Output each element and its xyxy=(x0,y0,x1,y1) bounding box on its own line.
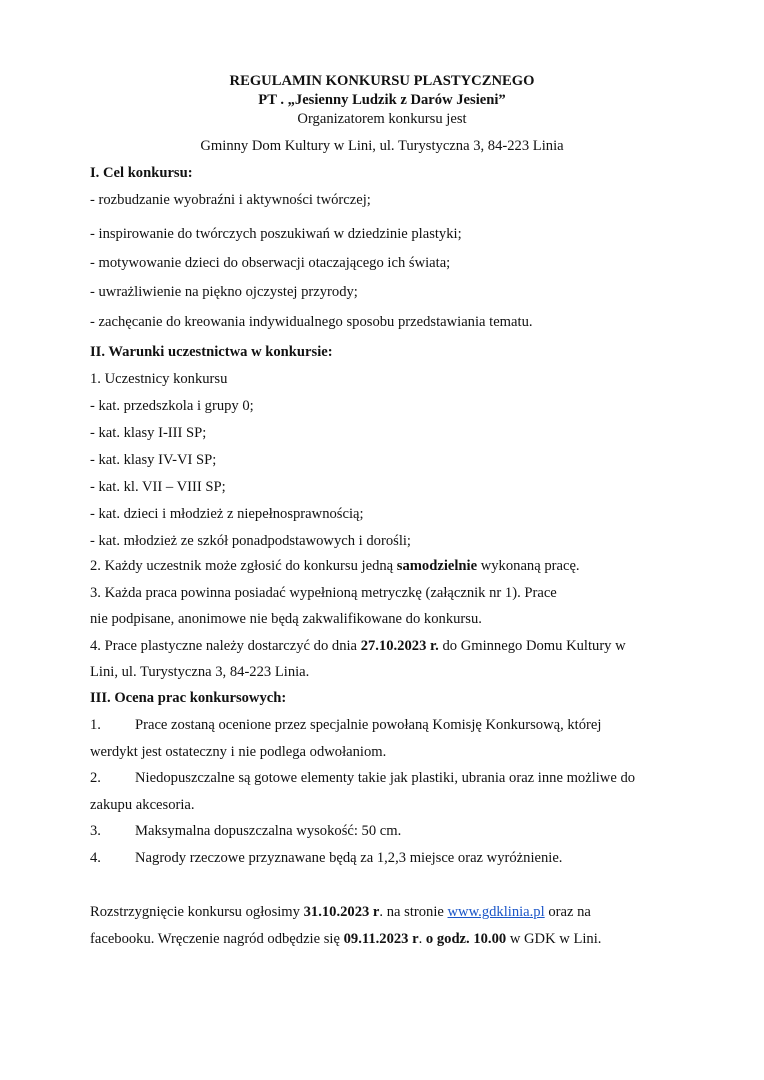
goal-item: - rozbudzanie wyobraźni i aktywności twórczej; xyxy=(90,192,371,208)
participants-intro: 1. Uczestnicy konkursu xyxy=(90,371,228,387)
evaluation-number: 2. xyxy=(90,770,101,786)
website-link[interactable]: www.gdklinia.pl xyxy=(447,904,545,920)
category-item: - kat. klasy IV-VI SP; xyxy=(90,452,217,468)
category-item: - kat. dzieci i młodzież z niepełnosprawnością; xyxy=(90,506,364,522)
document-subtitle: PT . „Jesienny Ludzik z Darów Jesieni” xyxy=(258,92,506,108)
document-title: REGULAMIN KONKURSU PLASTYCZNEGO xyxy=(229,73,535,89)
evaluation-number: 1. xyxy=(90,717,101,733)
awards-ceremony: facebooku. Wręczenie nagród odbędzie się 09.11.2023 r. o godz. 10.00 w GDK w Lini. xyxy=(90,931,602,947)
evaluation-number: 3. xyxy=(90,823,101,839)
category-item: - kat. klasy I-III SP; xyxy=(90,425,207,441)
goal-item: - zachęcanie do kreowania indywidualnego sposobu przedstawiania tematu. xyxy=(90,314,533,330)
section-1-heading: I. Cel konkursu: xyxy=(90,165,193,181)
rule-3-line-2: nie podpisane, anonimowe nie będą zakwalifikowane do konkursu. xyxy=(90,611,482,627)
organizer-address: Gminny Dom Kultury w Lini, ul. Turystyczna 3, 84-223 Linia xyxy=(200,138,564,154)
evaluation-item-line-2: werdykt jest ostateczny i nie podlega odwołaniom. xyxy=(90,744,387,760)
evaluation-item-line-1: Prace zostaną ocenione przez specjalnie powołaną Komisję Konkursową, której xyxy=(135,717,602,733)
organizer-intro: Organizatorem konkursu jest xyxy=(297,111,467,127)
category-item: - kat. kl. VII – VIII SP; xyxy=(90,479,226,495)
rule-4-line-1: 4. Prace plastyczne należy dostarczyć do dnia 27.10.2023 r. do Gminnego Domu Kultury w xyxy=(90,638,626,654)
results-announcement: Rozstrzygnięcie konkursu ogłosimy 31.10.2023 r. na stronie www.gdklinia.pl oraz na xyxy=(90,904,591,920)
evaluation-item-line-2: zakupu akcesoria. xyxy=(90,797,195,813)
category-item: - kat. młodzież ze szkół ponadpodstawowych i dorośli; xyxy=(90,533,411,549)
evaluation-item-line-1: Niedopuszczalne są gotowe elementy takie jak plastiki, ubrania oraz inne możliwe do xyxy=(135,770,636,786)
category-item: - kat. przedszkola i grupy 0; xyxy=(90,398,254,414)
goal-item: - inspirowanie do twórczych poszukiwań w dziedzinie plastyki; xyxy=(90,226,462,242)
rule-4-line-2: Lini, ul. Turystyczna 3, 84-223 Linia. xyxy=(90,664,310,680)
goal-item: - motywowanie dzieci do obserwacji otaczającego ich świata; xyxy=(90,255,451,271)
evaluation-item-line-1: Nagrody rzeczowe przyznawane będą za 1,2,3 miejsce oraz wyróżnienie. xyxy=(135,850,563,866)
evaluation-number: 4. xyxy=(90,850,101,866)
evaluation-item-line-1: Maksymalna dopuszczalna wysokość: 50 cm. xyxy=(135,823,402,839)
rule-2: 2. Każdy uczestnik może zgłosić do konkursu jedną samodzielnie wykonaną pracę. xyxy=(90,558,580,574)
section-3-heading: III. Ocena prac konkursowych: xyxy=(90,690,287,706)
goal-item: - uwrażliwienie na piękno ojczystej przyrody; xyxy=(90,284,358,300)
rule-3-line-1: 3. Każda praca powinna posiadać wypełnioną metryczkę (załącznik nr 1). Prace xyxy=(90,585,557,601)
section-2-heading: II. Warunki uczestnictwa w konkursie: xyxy=(90,344,333,360)
